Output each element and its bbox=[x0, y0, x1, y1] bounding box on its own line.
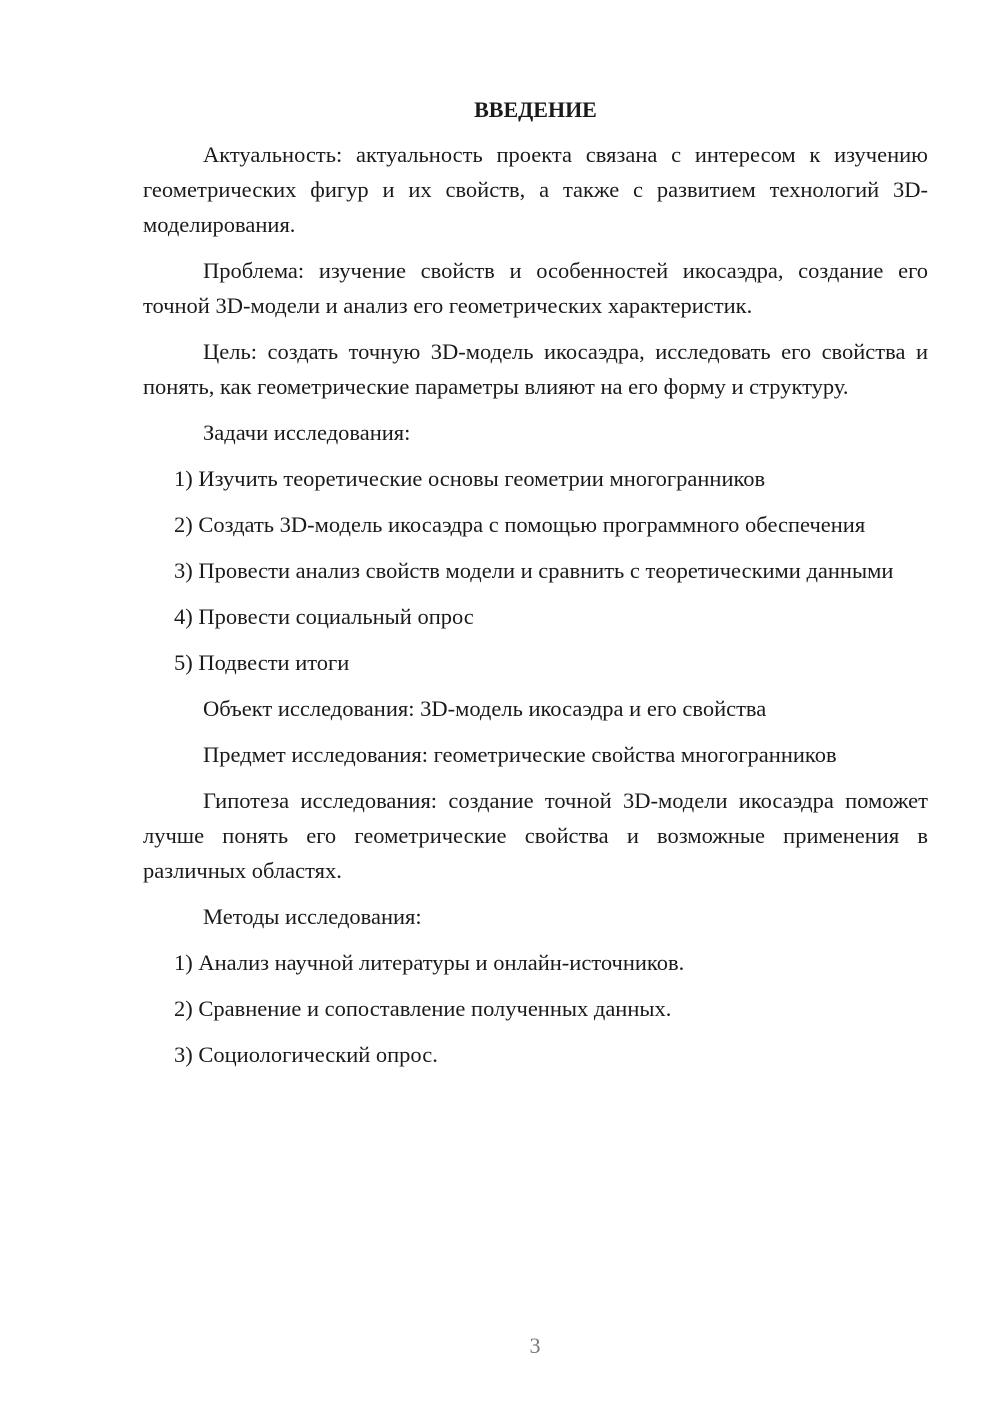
paragraph-relevance: Актуальность: актуальность проекта связана с интересом к изучению геометрических фигур и их свойств, а также с развитием технологий 3D-моделирования. bbox=[143, 142, 928, 237]
paragraph-methods-title: Методы исследования: bbox=[203, 904, 422, 929]
list-item-task-5: 5) Подвести итоги bbox=[174, 650, 350, 675]
list-item-method-1: 1) Анализ научной литературы и онлайн-источников. bbox=[174, 950, 685, 975]
list-item-task-1: 1) Изучить теоретические основы геометрии многогранников bbox=[174, 466, 766, 491]
list-item-task-3: 3) Провести анализ свойств модели и сравнить с теоретическими данными bbox=[174, 558, 894, 583]
list-item-method-3: 3) Социологический опрос. bbox=[174, 1042, 438, 1067]
list-item-method-2: 2) Сравнение и сопоставление полученных данных. bbox=[174, 996, 672, 1021]
paragraph-problem: Проблема: изучение свойств и особенностей икосаэдра, создание его точной 3D-модели и анализ его геометрических характеристик. bbox=[143, 258, 928, 318]
paragraph-subject: Предмет исследования: геометрические свойства многогранников bbox=[203, 742, 837, 767]
page-number: 3 bbox=[529, 1333, 541, 1358]
list-item-task-2: 2) Создать 3D-модель икосаэдра с помощью программного обеспечения bbox=[174, 512, 866, 537]
paragraph-hypothesis: Гипотеза исследования: создание точной 3D-модели икосаэдра поможет лучше понять его геометрические свойства и возможные применения в различных областях. bbox=[143, 788, 928, 883]
list-item-task-4: 4) Провести социальный опрос bbox=[174, 604, 474, 629]
paragraph-goal: Цель: создать точную 3D-модель икосаэдра, исследовать его свойства и понять, как геометрические параметры влияют на его форму и структуру. bbox=[143, 339, 928, 399]
paragraph-tasks-title: Задачи исследования: bbox=[203, 420, 411, 445]
paragraph-object: Объект исследования: 3D-модель икосаэдра и его свойства bbox=[203, 696, 767, 721]
section-heading: ВВЕДЕНИЕ bbox=[474, 97, 597, 122]
page-content bbox=[143, 92, 928, 1083]
